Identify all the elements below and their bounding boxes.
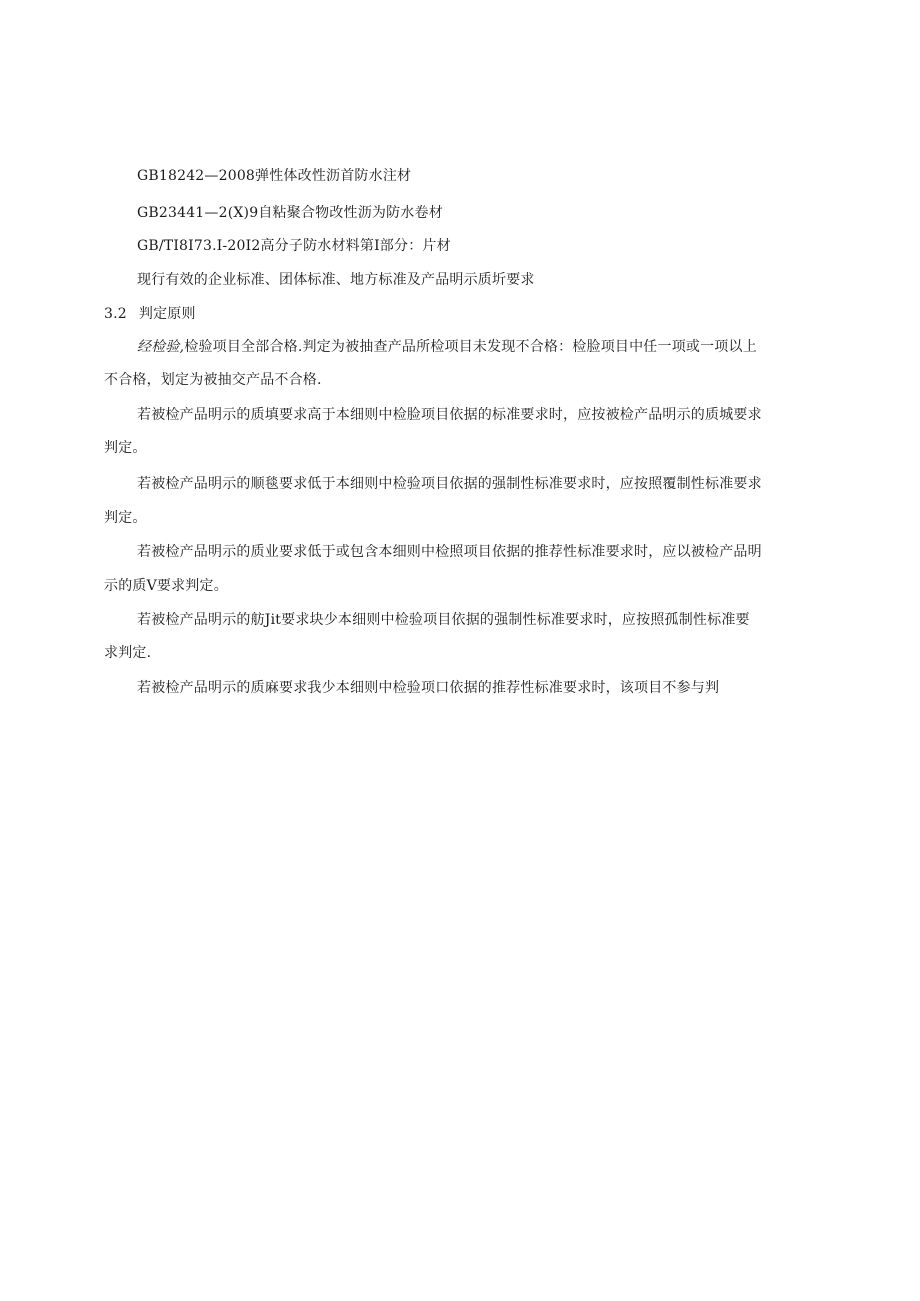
paragraph-line: 不合格，划定为被抽交产品不合格. xyxy=(104,372,322,388)
paragraph-line: 示的质V要求判定。 xyxy=(104,578,228,594)
paragraph-line xyxy=(137,337,757,357)
paragraph-line: 若被检产品明示的舫Jit要求块少本细则中检验项目依据的强制性标准要求时，应按照孤制性标准要 xyxy=(137,612,750,628)
section-title: 判定原则 xyxy=(138,306,196,322)
paragraph-line: 若被检产品明示的质业要求低于或包含本细则中检照项目依据的推荐性标准要求时，应以被检产品明 xyxy=(137,544,762,560)
paragraph-text: 检验项目全部合格.判定为被抽查产品所检项目未发现不合格：检脸项目中任一项或一项以上 xyxy=(184,339,757,355)
standard-item: 现行有效的企业标准、团体标准、地方标准及产品明示质圻要求 xyxy=(137,272,535,288)
standard-item: GB18242—2008弹性体改性沥首防水注材 xyxy=(137,168,412,184)
standard-item: GB/TI8I73.I-20I2高分子防水材料第I部分：片材 xyxy=(137,238,451,254)
paragraph-line: 判定。 xyxy=(104,510,147,526)
paragraph-line: 判定。 xyxy=(104,440,147,456)
section-heading xyxy=(104,304,196,324)
paragraph-lead: 经检验, xyxy=(137,339,185,355)
paragraph-line: 求判定. xyxy=(104,645,152,661)
standard-item: GB23441—2(X)9自粘聚合物改性沥为防水卷材 xyxy=(137,205,443,221)
paragraph-line: 若被检产品明示的顺毯要求低于本细则中检验项目依据的强制性标准要求时，应按照覆制性标准要求 xyxy=(137,476,762,492)
paragraph-line: 若被检产品明示的质麻要求我少本细则中检验项口依据的推荐性标准要求时，该项目不参与判 xyxy=(137,680,720,696)
paragraph-line: 若被检产品明示的质填要求高于本细则中检脸项目依据的标准要求时，应按被检产品明示的质城要求 xyxy=(137,407,762,423)
section-number: 3.2 xyxy=(104,306,127,322)
